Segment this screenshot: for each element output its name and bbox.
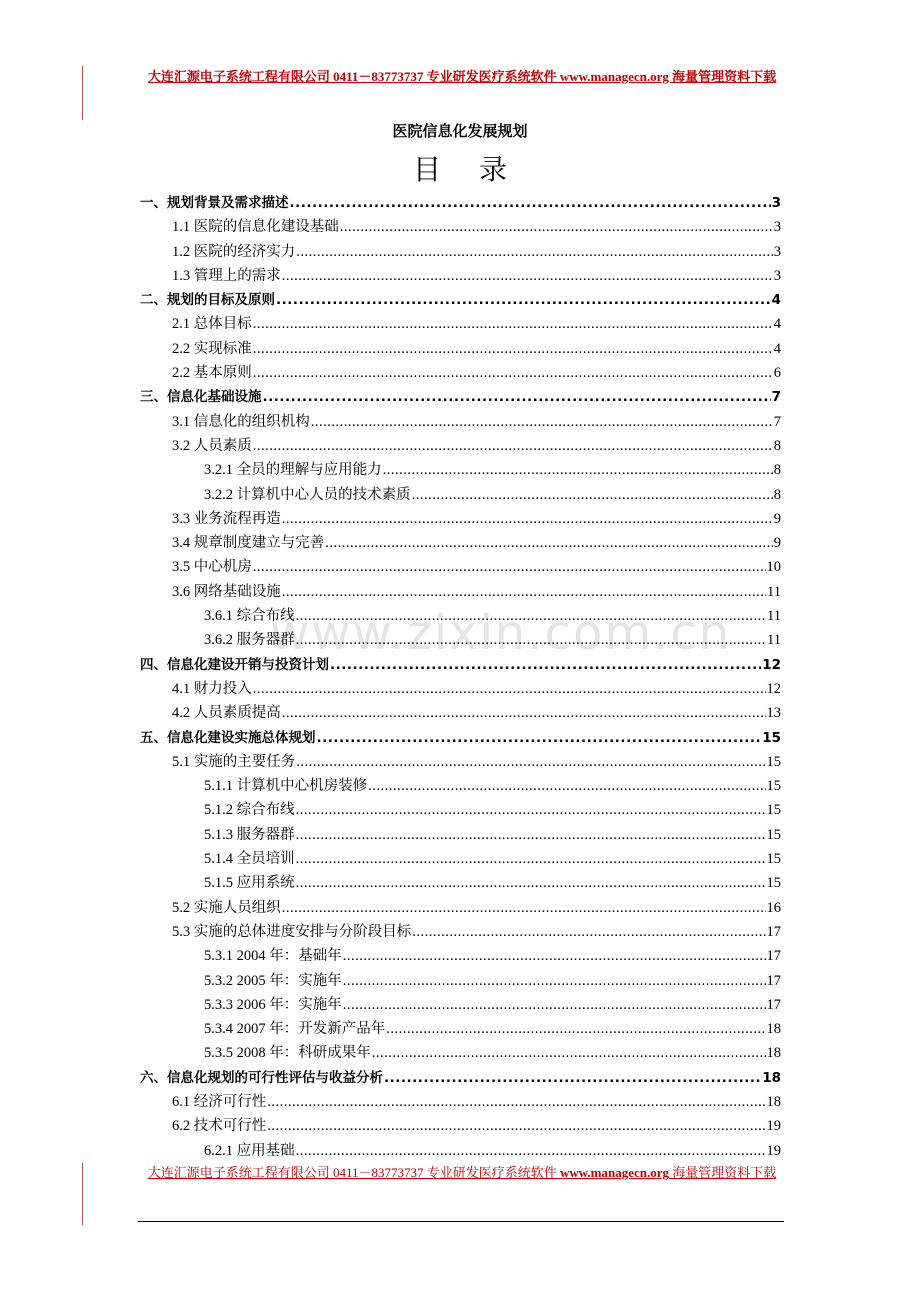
toc-entry-label: 5.1.3 服务器群 [204, 826, 295, 843]
toc-entry[interactable] [140, 215, 781, 239]
toc-entry-label: 5.1.5 应用系统 [204, 875, 295, 892]
toc-entry-page-number: 3 [773, 219, 781, 236]
toc-dot-leader [253, 438, 773, 455]
toc-entry-label: 5.1 实施的主要任务 [172, 753, 296, 770]
toc-entry-label: 3.6 网络基础设施 [172, 583, 281, 600]
toc-dot-leader [343, 948, 766, 965]
toc-entry[interactable] [140, 240, 781, 264]
toc-entry[interactable] [140, 726, 781, 750]
toc-entry-page-number: 17 [766, 923, 781, 940]
header-note-link[interactable]: 大连汇源电子系统工程有限公司 0411－83773737 专业研发医疗系统软件 www.managecn.org 海量管理资料下载 [147, 69, 777, 84]
toc-entry[interactable] [140, 191, 781, 215]
toc-entry[interactable] [140, 1090, 781, 1114]
toc-entry[interactable] [140, 312, 781, 336]
toc-entry-label: 一、规划背景及需求描述 [140, 195, 289, 211]
toc-entry-page-number: 9 [773, 535, 781, 552]
toc-entry-label: 3.2 人员素质 [172, 437, 252, 454]
toc-dot-leader [343, 997, 766, 1014]
toc-dot-leader [253, 316, 773, 333]
toc-entry-page-number: 11 [767, 632, 781, 649]
toc-dot-leader [267, 1118, 765, 1135]
toc-entry-page-number: 9 [773, 510, 781, 527]
toc-dot-leader [296, 608, 766, 625]
toc-entry-label: 4.1 财力投入 [172, 680, 252, 697]
toc-entry-page-number: 15 [766, 875, 781, 892]
toc-entry-label: 5.2 实施人员组织 [172, 899, 281, 916]
toc-entry-page-number: 15 [766, 826, 781, 843]
toc-entry-label: 6.2 技术可行性 [172, 1118, 267, 1135]
toc-entry[interactable] [140, 1041, 781, 1065]
toc-entry-page-number: 17 [766, 996, 781, 1013]
toc-entry-label: 5.3 实施的总体进度安排与分阶段目标 [172, 923, 412, 940]
toc-entry[interactable] [140, 1017, 781, 1041]
toc-entry-page-number: 15 [766, 753, 781, 770]
toc-entry-page-number: 12 [766, 680, 781, 697]
toc-entry-page-number: 3 [773, 243, 781, 260]
toc-entry[interactable] [140, 823, 781, 847]
toc-entry-page-number: 19 [766, 1118, 781, 1135]
toc-entry[interactable] [140, 507, 781, 531]
toc-dot-leader [372, 1045, 766, 1062]
toc-entry[interactable] [140, 701, 781, 725]
toc-entry[interactable] [140, 361, 781, 385]
toc-dot-leader [384, 1070, 761, 1086]
toc-dot-leader [253, 559, 766, 576]
toc-entry-page-number: 18 [766, 1045, 781, 1062]
toc-entry[interactable] [140, 1066, 781, 1090]
toc-entry[interactable] [140, 604, 781, 628]
toc-entry[interactable] [140, 871, 781, 895]
toc-entry[interactable] [140, 337, 781, 361]
toc-entry[interactable] [140, 1139, 781, 1163]
toc-dot-leader [296, 802, 766, 819]
toc-entry-page-number: 6 [773, 365, 781, 382]
toc-dot-leader [296, 632, 766, 649]
toc-dot-leader [386, 1021, 765, 1038]
toc-entry-label: 三、信息化基础设施 [140, 389, 262, 406]
toc-dot-leader [282, 268, 773, 285]
toc-entry-page-number: 19 [766, 1142, 781, 1159]
toc-entry-label: 3.1 信息化的组织机构 [172, 413, 310, 430]
toc-entry-page-number: 18 [762, 1069, 781, 1086]
toc-entry[interactable] [140, 750, 781, 774]
toc-entry-label: 3.2.2 计算机中心人员的技术素质 [204, 486, 411, 503]
toc-entry-page-number: 10 [766, 559, 781, 576]
toc-entry-label: 3.3 业务流程再造 [172, 510, 281, 527]
toc-entry-label: 5.3.2 2005 年：实施年 [204, 972, 342, 989]
toc-entry-label: 3.6.1 综合布线 [204, 608, 295, 625]
toc-dot-leader [330, 657, 761, 673]
toc-entry-page-number: 15 [762, 729, 781, 746]
toc-entry-page-number: 3 [771, 195, 781, 211]
toc-entry[interactable] [140, 847, 781, 871]
toc-entry-page-number: 8 [773, 437, 781, 454]
toc-dot-leader [296, 875, 766, 892]
toc-dot-leader [282, 511, 773, 528]
toc-dot-leader [340, 219, 773, 236]
toc-dot-leader [296, 1143, 766, 1160]
toc-dot-leader [296, 827, 766, 844]
toc-entry-label: 5.3.3 2006 年：实施年 [204, 996, 342, 1013]
toc-entry-page-number: 4 [773, 340, 781, 357]
toc-dot-leader [253, 341, 773, 358]
toc-entry-label: 四、信息化建设开销与投资计划 [140, 656, 329, 673]
toc-dot-leader [290, 195, 771, 211]
toc-entry-page-number: 3 [773, 267, 781, 284]
toc-dot-leader [253, 681, 766, 698]
toc-entry-page-number: 8 [773, 486, 781, 503]
toc-dot-leader [296, 754, 765, 771]
document-title: 医院信息化发展规划 [392, 122, 528, 140]
toc-entry-page-number: 4 [773, 316, 781, 333]
toc-entry-page-number: 18 [766, 1093, 781, 1110]
toc-entry-label: 1.3 管理上的需求 [172, 267, 281, 284]
toc-entry[interactable] [140, 798, 781, 822]
toc-entry-label: 5.3.4 2007 年：开发新产品年 [204, 1021, 386, 1038]
toc-entry-label: 5.3.1 2004 年：基础年 [204, 948, 342, 965]
toc-entry[interactable] [140, 774, 781, 798]
toc-entry[interactable] [140, 969, 781, 993]
toc-entry-page-number: 18 [766, 1021, 781, 1038]
toc-entry[interactable] [140, 580, 781, 604]
toc-entry-page-number: 4 [771, 292, 781, 309]
toc-entry-label: 六、信息化规划的可行性评估与收益分析 [140, 1069, 383, 1086]
toc-entry[interactable] [140, 531, 781, 555]
footer-rule [138, 1221, 784, 1222]
toc-entry-label: 5.1.1 计算机中心机房装修 [204, 778, 368, 795]
toc-entry-label: 3.6.2 服务器群 [204, 632, 295, 649]
toc-entry-label: 2.2 实现标准 [172, 340, 252, 357]
toc-dot-leader [317, 730, 762, 746]
toc-dot-leader [282, 705, 766, 722]
toc-entry[interactable] [140, 653, 781, 677]
margin-mark-top [82, 66, 83, 120]
footer-note-link[interactable] [138, 1164, 786, 1182]
footer-note-site: www.managecn.org [559, 1165, 670, 1180]
toc-entry[interactable] [140, 264, 781, 288]
toc-entry-label: 6.2.1 应用基础 [204, 1142, 295, 1159]
toc-dot-leader [325, 535, 773, 552]
toc-entry[interactable] [140, 920, 781, 944]
toc-entry-page-number: 15 [766, 778, 781, 795]
toc-entry-label: 3.2.1 全员的理解与应用能力 [204, 462, 382, 479]
toc-entry-page-number: 11 [767, 608, 781, 625]
margin-mark-bottom [82, 1163, 83, 1225]
toc-entry-label: 五、信息化建设实施总体规划 [140, 729, 316, 746]
toc-entry-page-number: 17 [766, 972, 781, 989]
toc-entry-page-number: 7 [771, 389, 781, 406]
toc-entry-page-number: 16 [766, 899, 781, 916]
toc-entry-label: 5.1.4 全员培训 [204, 851, 295, 868]
toc-entry[interactable] [140, 385, 781, 409]
toc-entry-page-number: 15 [766, 802, 781, 819]
toc-dot-leader [412, 487, 773, 504]
toc-entry[interactable] [140, 434, 781, 458]
toc-dot-leader [311, 414, 773, 431]
toc-entry[interactable] [140, 483, 781, 507]
toc-dot-leader [296, 851, 766, 868]
toc-entry-label: 6.1 经济可行性 [172, 1093, 267, 1110]
toc-entry-page-number: 13 [766, 705, 781, 722]
toc-heading: 目录 [412, 153, 545, 186]
toc-entry-label: 5.1.2 综合布线 [204, 802, 295, 819]
toc-entry[interactable] [140, 555, 781, 579]
toc-entry[interactable] [140, 993, 781, 1017]
toc-entry-page-number: 12 [762, 656, 781, 673]
toc-entry-page-number: 17 [766, 948, 781, 965]
toc-entry-page-number: 8 [773, 462, 781, 479]
toc-entry-label: 4.2 人员素质提高 [172, 705, 281, 722]
toc-entry[interactable] [140, 458, 781, 482]
toc-dot-leader [267, 1094, 765, 1111]
table-of-contents [140, 191, 781, 1163]
toc-entry-label: 3.5 中心机房 [172, 559, 252, 576]
toc-dot-leader [282, 584, 766, 601]
footer-note-prefix: 大连汇源电子系统工程有限公司 0411－83773737 专业研发医疗系统软件 [147, 1165, 560, 1180]
toc-dot-leader [282, 900, 766, 917]
toc-entry-label: 2.2 基本原则 [172, 365, 252, 382]
toc-entry-label: 1.2 医院的经济实力 [172, 243, 296, 260]
footer-note-suffix: 海量管理资料下载 [669, 1165, 777, 1180]
toc-dot-leader [383, 462, 773, 479]
toc-entry-label: 1.1 医院的信息化建设基础 [172, 219, 339, 236]
toc-dot-leader [253, 365, 773, 382]
toc-entry-page-number: 11 [767, 583, 781, 600]
toc-entry-label: 5.3.5 2008 年：科研成果年 [204, 1045, 371, 1062]
toc-entry[interactable] [140, 896, 781, 920]
toc-entry[interactable] [140, 944, 781, 968]
toc-entry[interactable] [140, 410, 781, 434]
toc-dot-leader [276, 292, 771, 308]
toc-dot-leader [296, 244, 773, 261]
toc-entry[interactable] [140, 677, 781, 701]
toc-entry-page-number: 15 [766, 851, 781, 868]
toc-dot-leader [343, 973, 766, 990]
toc-entry-label: 3.4 规章制度建立与完善 [172, 535, 325, 552]
toc-dot-leader [368, 778, 765, 795]
toc-dot-leader [412, 924, 765, 941]
toc-entry-page-number: 7 [773, 413, 781, 430]
toc-entry-label: 二、规划的目标及原则 [140, 292, 275, 309]
toc-entry[interactable] [140, 288, 781, 312]
toc-entry-label: 2.1 总体目标 [172, 316, 252, 333]
watermark: www.zixin.com.cn [270, 605, 732, 661]
toc-entry[interactable] [140, 628, 781, 652]
toc-dot-leader [263, 389, 771, 405]
toc-entry[interactable] [140, 1114, 781, 1138]
